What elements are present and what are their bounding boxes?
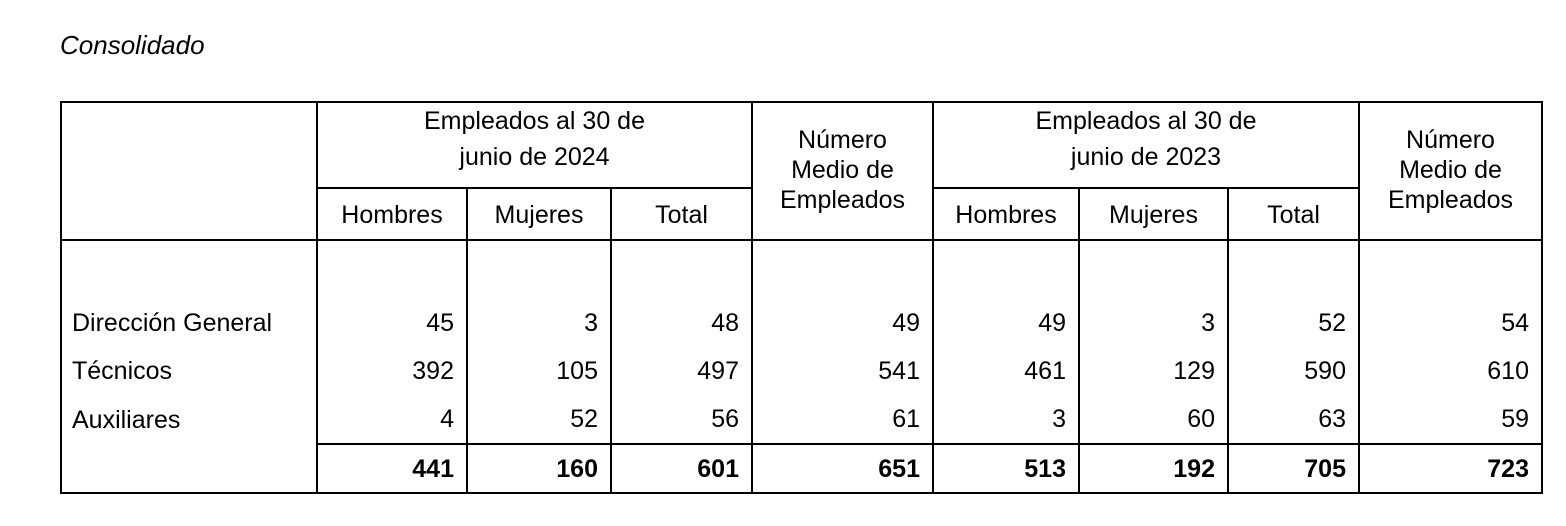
total-avg-2023: 723 bbox=[1359, 444, 1542, 493]
spacer-cell bbox=[1359, 240, 1542, 299]
totals-label bbox=[61, 444, 317, 493]
table-row bbox=[61, 299, 1542, 347]
spacer-cell bbox=[467, 240, 611, 299]
cell-women-2023: 3 bbox=[1079, 299, 1228, 347]
cell-avg-2023: 59 bbox=[1359, 395, 1542, 444]
cell-men-2024: 4 bbox=[317, 395, 467, 444]
spacer-cell bbox=[317, 240, 467, 299]
section-title: Consolidado bbox=[60, 30, 205, 60]
cell-total-2023: 590 bbox=[1228, 347, 1359, 395]
row-label: Técnicos bbox=[61, 347, 317, 395]
header-women-2024: Mujeres bbox=[467, 188, 611, 240]
cell-men-2023: 49 bbox=[933, 299, 1079, 347]
cell-women-2024: 105 bbox=[467, 347, 611, 395]
cell-women-2023: 129 bbox=[1079, 347, 1228, 395]
total-men-2024: 441 bbox=[317, 444, 467, 493]
table-row bbox=[61, 395, 1542, 444]
header-avg-2024-line-2: Medio de bbox=[791, 156, 894, 184]
spacer-cell bbox=[933, 240, 1079, 299]
cell-total-2024: 497 bbox=[611, 347, 752, 395]
cell-avg-2024: 541 bbox=[752, 347, 933, 395]
cell-total-2024: 56 bbox=[611, 395, 752, 444]
cell-avg-2023: 54 bbox=[1359, 299, 1542, 347]
cell-total-2023: 63 bbox=[1228, 395, 1359, 444]
header-empty-cell bbox=[61, 102, 317, 240]
total-women-2023: 192 bbox=[1079, 444, 1228, 493]
total-total-2024: 601 bbox=[611, 444, 752, 493]
row-label: Auxiliares bbox=[61, 395, 317, 444]
header-total-2024: Total bbox=[611, 188, 752, 240]
row-label: Dirección General bbox=[61, 299, 317, 347]
cell-men-2024: 392 bbox=[317, 347, 467, 395]
header-men-2024: Hombres bbox=[317, 188, 467, 240]
header-avg-2024 bbox=[752, 102, 933, 240]
header-avg-2024-line-1: Número bbox=[798, 126, 887, 154]
spacer-cell bbox=[752, 240, 933, 299]
header-avg-2023-line-2: Medio de bbox=[1399, 156, 1502, 184]
spacer-cell bbox=[611, 240, 752, 299]
header-avg-2023-line-1: Número bbox=[1406, 126, 1495, 154]
cell-total-2023: 52 bbox=[1228, 299, 1359, 347]
spacer-row bbox=[61, 240, 1542, 299]
cell-men-2023: 461 bbox=[933, 347, 1079, 395]
total-men-2023: 513 bbox=[933, 444, 1079, 493]
header-total-2023: Total bbox=[1228, 188, 1359, 240]
header-group-2023 bbox=[933, 102, 1359, 188]
cell-women-2024: 52 bbox=[467, 395, 611, 444]
total-women-2024: 160 bbox=[467, 444, 611, 493]
spacer-cell bbox=[61, 240, 317, 299]
header-group-2024 bbox=[317, 102, 752, 188]
table-row bbox=[61, 347, 1542, 395]
header-men-2023: Hombres bbox=[933, 188, 1079, 240]
total-avg-2024: 651 bbox=[752, 444, 933, 493]
header-avg-2024-line-3: Empleados bbox=[779, 186, 906, 214]
header-row-group bbox=[61, 102, 1542, 188]
cell-avg-2023: 610 bbox=[1359, 347, 1542, 395]
cell-men-2024: 45 bbox=[317, 299, 467, 347]
header-group-2023-line-1: Empleados al 30 de bbox=[1035, 107, 1257, 135]
spacer-cell bbox=[1228, 240, 1359, 299]
cell-women-2024: 3 bbox=[467, 299, 611, 347]
header-group-2023-line-2: junio de 2023 bbox=[1070, 143, 1222, 171]
header-avg-2023 bbox=[1359, 102, 1542, 240]
cell-men-2023: 3 bbox=[933, 395, 1079, 444]
header-group-2024-line-1: Empleados al 30 de bbox=[424, 107, 645, 135]
spacer-cell bbox=[1079, 240, 1228, 299]
total-total-2023: 705 bbox=[1228, 444, 1359, 493]
cell-women-2023: 60 bbox=[1079, 395, 1228, 444]
employees-table bbox=[60, 101, 1543, 494]
cell-total-2024: 48 bbox=[611, 299, 752, 347]
header-women-2023: Mujeres bbox=[1079, 188, 1228, 240]
cell-avg-2024: 49 bbox=[752, 299, 933, 347]
header-group-2024-line-2: junio de 2024 bbox=[459, 143, 610, 171]
header-avg-2023-line-3: Empleados bbox=[1387, 186, 1514, 214]
cell-avg-2024: 61 bbox=[752, 395, 933, 444]
totals-row bbox=[61, 444, 1542, 493]
